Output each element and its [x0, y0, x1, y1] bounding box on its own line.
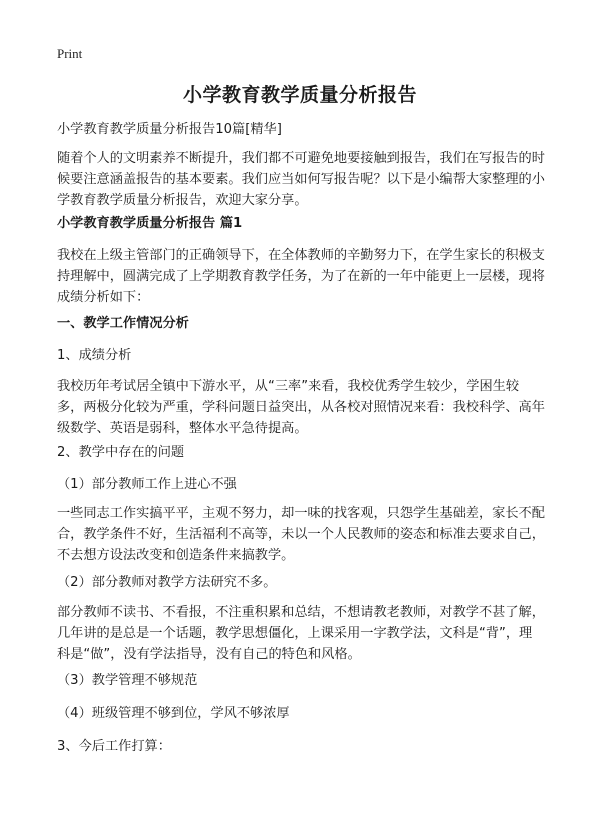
problem-item-1: （1）部分教师工作上进心不强 [57, 477, 237, 492]
print-link[interactable]: Print [57, 46, 83, 61]
opening-paragraph: 我校在上级主管部门的正确领导下，在全体教师的辛勤努力下，在学生家长的积极支持理解中，圆满完成了上学期教育教学任务，为了在新的一年中能更上一层楼，现将成绩分析如下： [57, 248, 545, 305]
problem-item-3: （3）教学管理不够规范 [57, 673, 198, 688]
subheading-future-plans: 3、今后工作打算： [57, 739, 171, 754]
problem-item-2: （2）部分教师对教学方法研究不多。 [57, 575, 277, 590]
score-analysis-paragraph: 我校历年考试居全镇中下游水平，从“三率”来看，我校优秀学生较少，学困生较多，两极分化较为严重，学科问题日益突出，从各校对照情况来看：我校科学、高年级数学、英语是弱科，整体水平急待提高。 [57, 379, 545, 436]
problem-item-2-paragraph: 部分教师不读书、不看报，不注重积累和总结，不想请教老教师，对教学不甚了解，几年讲的是总是一个话题，教学思想僵化，上课采用一字教学法，文科是“背”，理科是“做”，没有学法指导，没有自己的特色和风格。 [57, 605, 545, 662]
document-subtitle: 小学教育教学质量分析报告10篇[精华] [57, 122, 282, 137]
section-title: 小学教育教学质量分析报告 篇1 [57, 216, 243, 231]
heading-teaching-analysis: 一、教学工作情况分析 [57, 316, 189, 331]
intro-paragraph: 随着个人的文明素养不断提升，我们都不可避免地要接触到报告，我们在写报告的时候要注意涵盖报告的基本要素。我们应当如何写报告呢？以下是小编帮大家整理的小学教育教学质量分析报告，欢迎大家分享。 [57, 151, 545, 208]
problem-item-4: （4）班级管理不够到位，学风不够浓厚 [57, 706, 290, 721]
subheading-score-analysis: 1、成绩分析 [57, 348, 132, 363]
page-title: 小学教育教学质量分析报告 [182, 84, 417, 106]
subheading-teaching-problems: 2、教学中存在的问题 [57, 445, 185, 460]
problem-item-1-paragraph: 一些同志工作实搞平平，主观不努力，却一味的找客观，只怨学生基础差，家长不配合，教学条件不好，生活福利不高等，未以一个人民教师的姿态和标准去要求自己，不去想方设法改变和创造条件来搞教学。 [57, 506, 545, 563]
